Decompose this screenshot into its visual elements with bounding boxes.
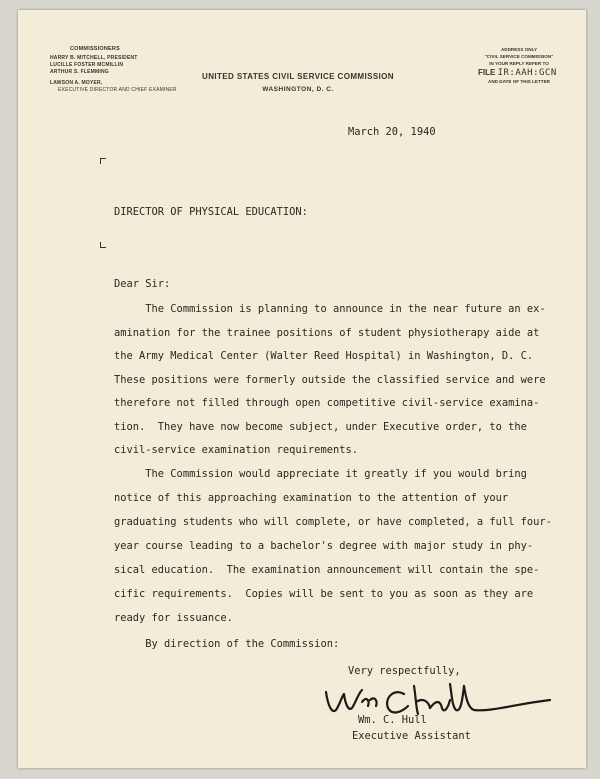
letter-date: March 20, 1940 — [348, 126, 436, 138]
addressee: DIRECTOR OF PHYSICAL EDUCATION: — [114, 206, 308, 218]
text-line: tion. They have now become subject, under Executive order, to the — [114, 421, 527, 433]
signer-name: Wm. C. Hull — [358, 714, 427, 726]
text-line: therefore not filled through open competitive civil-service examina- — [114, 397, 540, 409]
commissioner-3: ARTHUR S. FLEMMING — [50, 69, 109, 75]
complimentary-close: Very respectfully, — [348, 665, 461, 677]
text-line: cific requirements. Copies will be sent to you as soon as they are — [114, 588, 534, 600]
handwritten-signature — [318, 678, 558, 728]
address-line-2: "CIVIL SERVICE COMMISSION" — [484, 54, 554, 59]
text-line: The Commission would appreciate it greatly if you would bring — [114, 468, 527, 480]
letter-page — [18, 10, 586, 768]
text-line: notice of this approaching examination to the attention of your — [114, 492, 509, 504]
text-line: civil-service examination requirements. — [114, 444, 358, 456]
commissioners-block — [50, 46, 177, 94]
text-line: ready for issuance. — [114, 612, 233, 624]
agency-heading — [168, 72, 428, 93]
reply-reference-block — [464, 46, 574, 85]
closing-direction: By direction of the Commission: — [114, 638, 340, 650]
text-line: the Army Medical Center (Walter Reed Hospital) in Washington, D. C. — [114, 350, 534, 362]
executive-director-title: EXECUTIVE DIRECTOR AND CHIEF EXAMINER — [58, 87, 177, 93]
file-code: IR:AAH:GCN — [497, 68, 557, 78]
signer-title: Executive Assistant — [352, 730, 471, 742]
text-line: These positions were formerly outside the classified service and were — [114, 374, 546, 386]
text-line: year course leading to a bachelor's degree with major study in phy- — [114, 540, 534, 552]
address-window-mark-bottom — [100, 242, 106, 248]
file-label: FILE — [478, 68, 496, 77]
commissioner-1: HARRY B. MITCHELL, PRESIDENT — [50, 55, 138, 61]
file-reference — [464, 69, 574, 77]
address-line-1: ADDRESS ONLY — [500, 47, 538, 52]
text-line: amination for the trainee positions of student physiotherapy aide at — [114, 327, 540, 339]
text-line: The Commission is planning to announce in the near future an ex- — [114, 303, 546, 315]
salutation: Dear Sir: — [114, 278, 171, 290]
address-window-mark-top — [100, 158, 106, 164]
commissioner-2: LUCILLE FOSTER MCMILLIN — [50, 62, 124, 68]
commissioners-title: COMMISSIONERS — [70, 46, 120, 52]
agency-location: WASHINGTON, D. C. — [262, 86, 334, 93]
agency-name: UNITED STATES CIVIL SERVICE COMMISSION — [202, 72, 394, 81]
text-line: sical education. The examination announcement will contain the spe- — [114, 564, 540, 576]
date-note: AND DATE OF THIS LETTER — [488, 79, 550, 84]
executive-director: LAWSON A. MOYER, — [50, 80, 103, 86]
address-line-3: IN YOUR REPLY REFER TO — [489, 61, 549, 66]
text-line: graduating students who will complete, or have completed, a full four- — [114, 516, 552, 528]
